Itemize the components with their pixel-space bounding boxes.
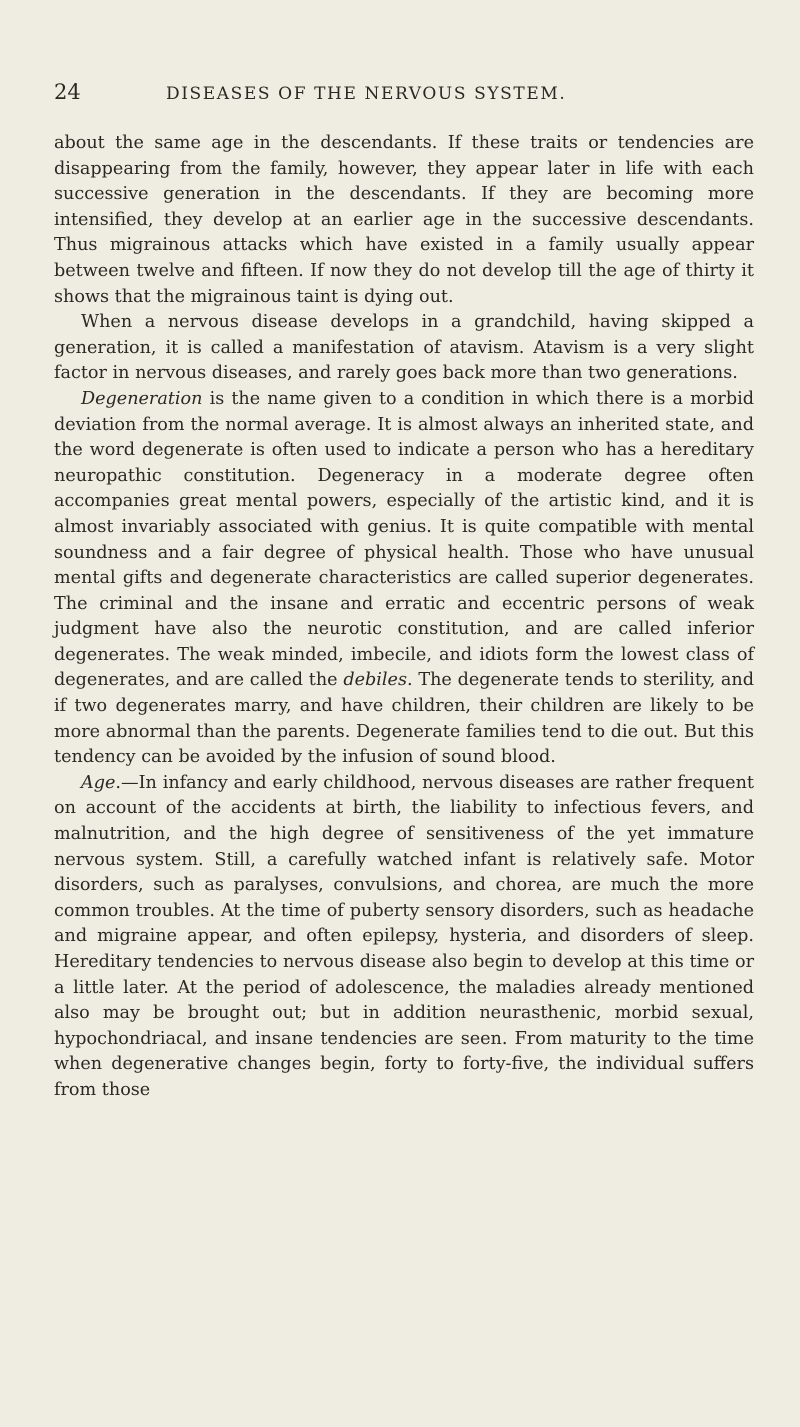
paragraph-heredity-continued: about the same age in the descendants. If these traits or tendencies are disappearing from the family, however, they appear later in life with each successive generation in the descendants. If they are becoming more intensified, they develop at an earlier age in the successive descendants. Thus migrainous attacks which have existed in a family usually appear between twelve and fifteen. If now they do not develop till the age of thirty it shows that the migrainous taint is dying out. <box>54 133 754 307</box>
term-degeneration: Degeneration <box>81 388 203 409</box>
degeneration-text-a: is the name given to a condition in which there is a morbid deviation from the normal average. It is almost always an inherited state, and the word degenerate is often used to indicate a person who has a hereditary neuropathic constitution. Degeneracy in a moderate degree often accompanies great mental powers, especially of the artistic kind, and it is almost invariably associated with genius. It is quite compatible with mental soundness and a fair degree of physical health. Those who have unusual mental gifts and degenerate characteristics are called superior degenerates. The criminal and the insane and erratic and eccentric persons of weak judgment have also the neurotic constitution, and are called inferior degenerates. The weak minded, imbecile, and idiots form the lowest class of degenerates, and are called the <box>54 388 754 691</box>
term-age: Age <box>81 772 116 793</box>
running-head <box>54 80 754 120</box>
body-text <box>54 131 754 1104</box>
paragraph-age <box>54 771 754 1104</box>
age-text: .—In infancy and early childhood, nervous diseases are rather frequent on account of the accidents at birth, the liability to infectious fevers, and malnutrition, and the high degree of sensitiveness of the yet immature nervous system. Still, a carefully watched infant is relatively safe. Motor disorders, such as paralyses, convulsions, and chorea, are much the more common troubles. At the time of puberty sensory disorders, such as headache and migraine appear, and often epilepsy, hysteria, and disorders of sleep. Hereditary tendencies to nervous disease also begin to develop at this time or a little later. At the period of adolescence, the maladies already mentioned also may be brought out; but in addition neurasthenic, morbid sexual, hypochondriacal, and insane tendencies are seen. From maturity to the time when degenerative changes begin, forty to forty-five, the individual suffers from those <box>54 772 754 1100</box>
header-title: DISEASES OF THE NERVOUS SYSTEM. <box>166 84 567 104</box>
book-page <box>54 80 754 1104</box>
paragraph-atavism: When a nervous disease develops in a grandchild, having skipped a generation, it is called a manifestation of atavism. Atavism is a very slight factor in nervous diseases, and rarely goes back more than two generations. <box>54 312 754 384</box>
paragraph-degeneration <box>54 387 754 771</box>
page-number: 24 <box>54 80 81 104</box>
term-debiles: debiles <box>343 670 407 691</box>
degeneration-text-b: . The degenerate tends to sterility, and if two degenerates marry, and have children, their children are likely to be more abnormal than the parents. Degenerate families tend to die out. But this tendency can be avoided by the infusion of sound blood. <box>54 670 754 768</box>
